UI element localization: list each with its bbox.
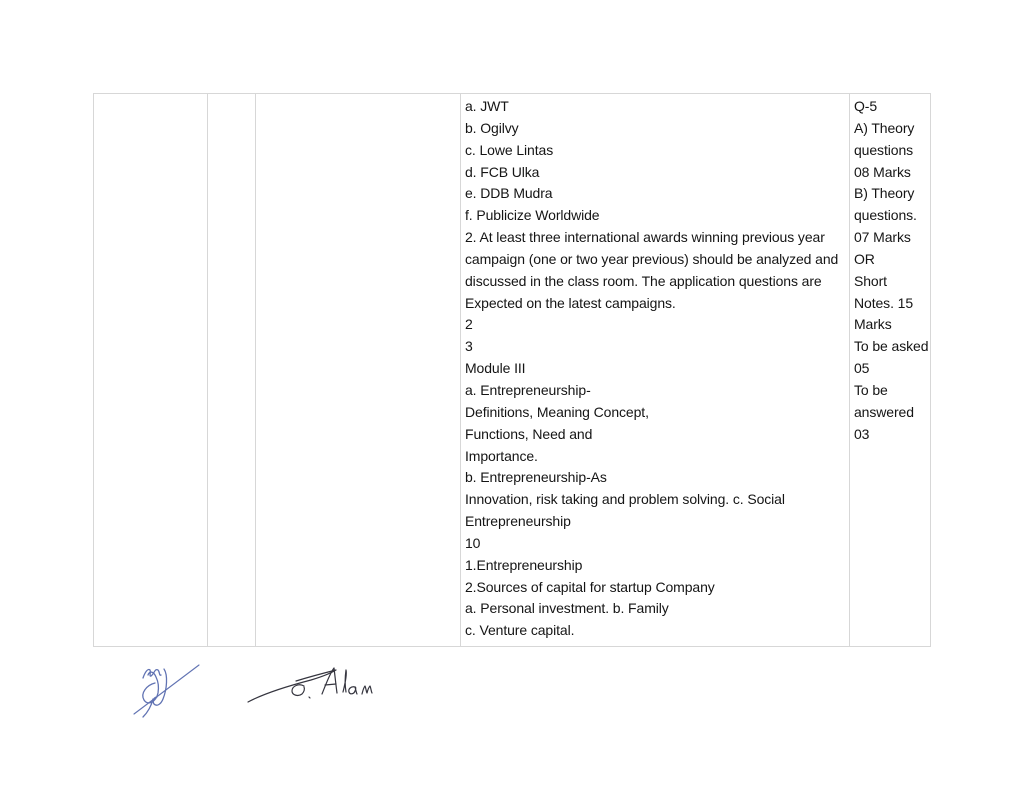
text-line: b. Entrepreneurship-As (465, 469, 607, 486)
text-line: 1.Entrepreneurship (465, 556, 583, 573)
text-line: A) Theory (854, 119, 915, 136)
text-line: questions. (854, 207, 917, 224)
text-line: Short (854, 272, 887, 289)
text-line: 2. At least three international awards winning previous year (465, 229, 825, 246)
text-line: Importance. (465, 447, 538, 464)
text-line: 2.Sources of capital for startup Company (465, 578, 715, 595)
text-line: d. FCB Ulka (465, 163, 540, 180)
text-line: Notes. 15 (854, 294, 914, 311)
text-line: 10 (465, 534, 481, 551)
syllabus-table (93, 93, 931, 647)
text-line: Q-5 (854, 98, 878, 114)
signature-right-stroke (362, 686, 372, 694)
signature-right-stroke (309, 697, 310, 698)
text-line: campaign (one or two year previous) should be analyzed and (465, 250, 839, 267)
text-line: e. DDB Mudra (465, 185, 553, 202)
text-line: Functions, Need and (465, 425, 593, 442)
text-line: Entrepreneurship (465, 513, 571, 530)
signature-right-stroke (292, 685, 304, 696)
text-line: 3 (465, 338, 473, 355)
table-cell-marks-scheme (850, 94, 930, 646)
text-line: discussed in the class room. The application questions are (465, 272, 822, 289)
signature-right-stroke (248, 670, 336, 702)
text-line: a. Entrepreneurship- (465, 381, 591, 398)
text-line: OR (854, 250, 875, 267)
text-line: answered (854, 403, 914, 420)
text-line: questions (854, 141, 914, 158)
text-line: 2 (465, 316, 473, 333)
text-line: B) Theory (854, 185, 915, 202)
text-line: To be asked (854, 338, 929, 355)
signature-left (118, 656, 208, 722)
signature-left-stroke (143, 669, 161, 678)
table-cell-course-content (461, 94, 850, 646)
table-cell-empty-3 (256, 94, 461, 646)
text-line: 07 Marks (854, 229, 911, 246)
text-line: c. Lowe Lintas (465, 141, 554, 158)
table-cell-empty-2 (208, 94, 256, 646)
text-line: 08 Marks (854, 163, 911, 180)
text-line: Module III (465, 360, 526, 377)
text-line: a. Personal investment. b. Family (465, 600, 669, 617)
signature-right-stroke (325, 684, 336, 685)
signature-right-stroke (349, 687, 357, 694)
text-line: Definitions, Meaning Concept, (465, 403, 649, 420)
signature-left-stroke (134, 665, 199, 714)
text-line: 05 (854, 360, 870, 377)
text-line: Marks (854, 316, 892, 333)
text-line: 03 (854, 425, 870, 442)
table-cell-empty-1 (94, 94, 208, 646)
text-line: a. JWT (465, 98, 509, 114)
text-line: c. Venture capital. (465, 622, 575, 639)
text-line: f. Publicize Worldwide (465, 207, 600, 224)
text-line: To be (854, 381, 888, 398)
text-line: b. Ogilvy (465, 119, 519, 136)
signature-right-stroke (343, 670, 346, 692)
text-line: Innovation, risk taking and problem solving. c. Social (465, 491, 785, 508)
signature-right (243, 660, 375, 710)
text-line: Expected on the latest campaigns. (465, 294, 676, 311)
